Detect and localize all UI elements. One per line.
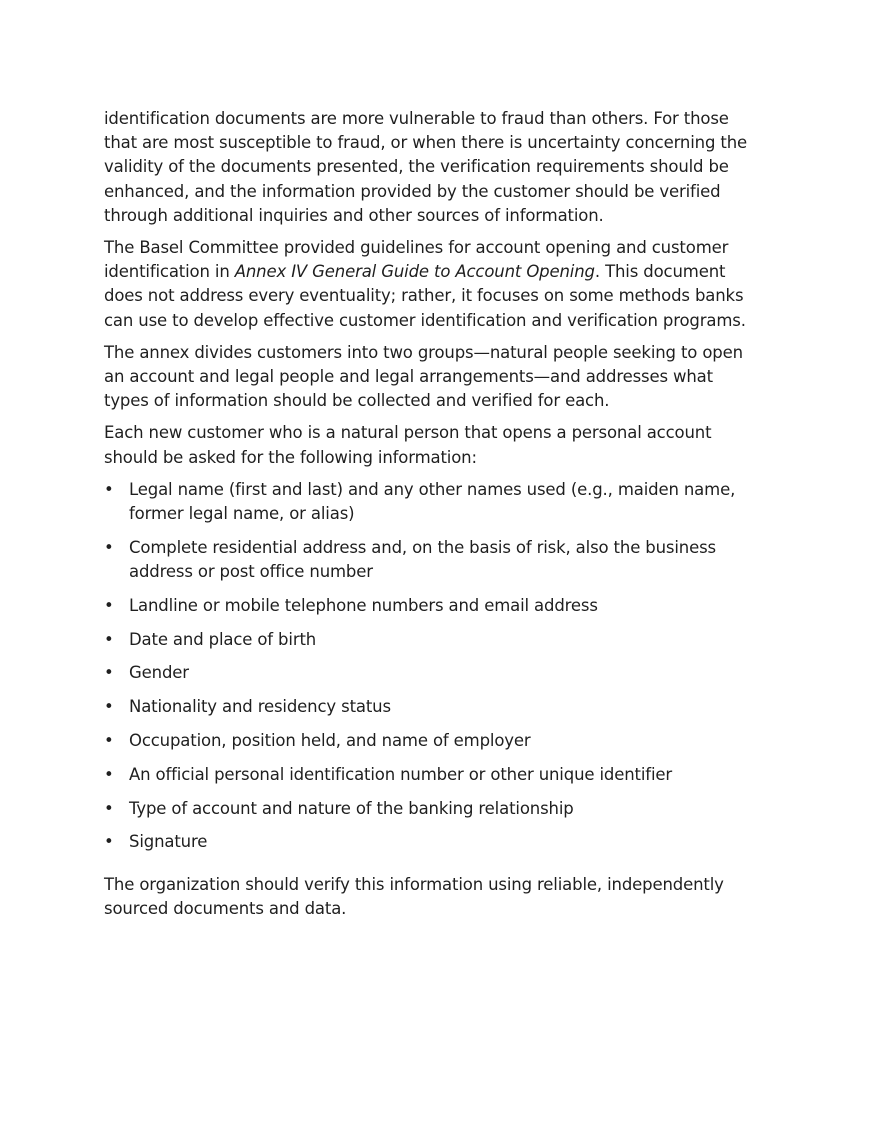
list-item-text: Complete residential address and, on the basis of risk, also the business address or post office number <box>129 537 716 582</box>
paragraph-basel-text-start: The Basel Committee provided guidelines for account opening and customer identification in <box>104 238 729 282</box>
list-item-text: Legal name (first and last) and any other names used (e.g., maiden name, former legal name, or alias) <box>129 479 736 524</box>
bullet-icon: • <box>104 537 114 557</box>
list-item-text: Date and place of birth <box>129 629 317 649</box>
list-item-text: Gender <box>129 663 189 683</box>
list-item <box>104 661 754 685</box>
list-item <box>104 830 754 854</box>
bullet-icon: • <box>104 697 114 717</box>
paragraph-verification: The organization should verify this information using reliable, independently sourced documents and data. <box>104 874 724 918</box>
list-item <box>104 763 754 787</box>
bullet-icon: • <box>104 629 114 649</box>
list-item-text: An official personal identification number or other unique identifier <box>129 764 673 784</box>
list-item-text: Signature <box>129 832 208 852</box>
list-item-text: Occupation, position held, and name of employer <box>129 731 531 751</box>
list-item <box>104 797 754 821</box>
paragraph-basel-text-end: . This document does not address every eventuality; rather, it focuses on some methods banks can use to develop effective customer identification and verification programs. <box>104 262 746 330</box>
list-item <box>104 729 754 753</box>
paragraph-basel-committee <box>104 236 754 333</box>
bullet-icon: • <box>104 731 114 751</box>
paragraph-fraud-vulnerability: identification documents are more vulnerable to fraud than others. For those that are most susceptible to fraud, or when there is uncertainty concerning the validity of the documents presented, the verification requirements should be enhanced, and the information provided by the customer should be verified through additional inquiries and other sources of information. <box>104 109 748 225</box>
list-item-text: Nationality and residency status <box>129 697 391 717</box>
paragraph-natural-person-intro: Each new customer who is a natural person that opens a personal account should be asked for the following information: <box>104 423 712 467</box>
document-page <box>104 107 754 929</box>
bullet-icon: • <box>104 479 114 499</box>
bullet-icon: • <box>104 764 114 784</box>
list-item <box>104 628 754 652</box>
list-item-text: Type of account and nature of the banking relationship <box>129 798 574 818</box>
bullet-icon: • <box>104 832 114 852</box>
paragraph-annex-groups: The annex divides customers into two groups—natural people seeking to open an account and legal people and legal arrangements—and addresses what types of information should be collected and verified for each. <box>104 342 743 411</box>
list-item <box>104 536 754 584</box>
list-item <box>104 695 754 719</box>
list-item <box>104 478 754 526</box>
list-item <box>104 594 754 618</box>
information-bullet-list <box>104 478 754 855</box>
bullet-icon: • <box>104 595 114 615</box>
annex-iv-title: Annex IV General Guide to Account Opening <box>234 262 595 282</box>
bullet-icon: • <box>104 798 114 818</box>
list-item-text: Landline or mobile telephone numbers and email address <box>129 595 598 615</box>
bullet-icon: • <box>104 663 114 683</box>
